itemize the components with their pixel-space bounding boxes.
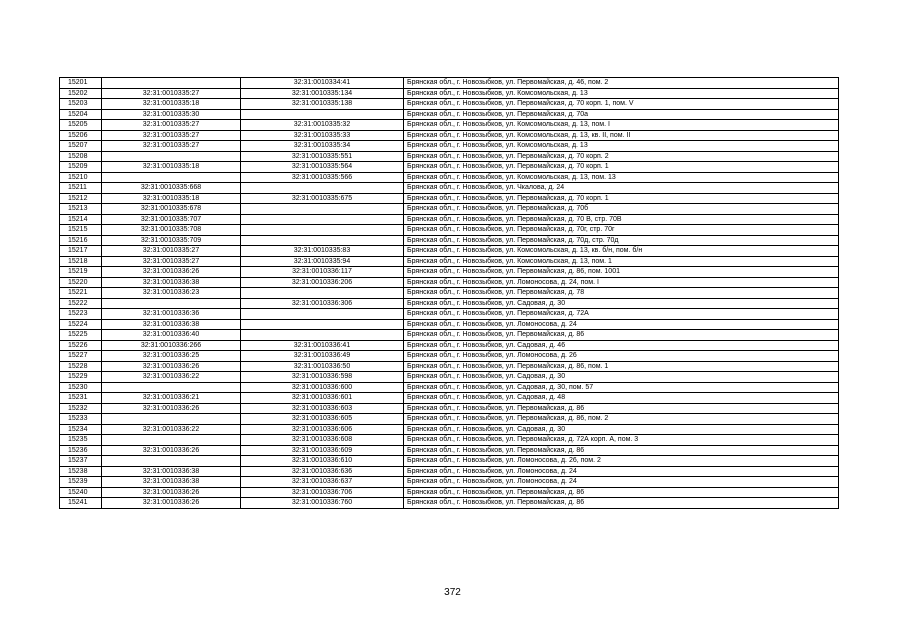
object-address: Брянская обл., г. Новозыбков, ул. Первомайская, д. 86, пом. 2 xyxy=(404,414,839,425)
object-cadastral-number: 32:31:0010335:34 xyxy=(241,141,404,152)
parcel-cadastral-number xyxy=(102,456,241,467)
object-cadastral-number: 32:31:0010336:49 xyxy=(241,351,404,362)
object-address: Брянская обл., г. Новозыбков, ул. Первомайская, д. 70 корп. 1, пом. V xyxy=(404,99,839,110)
parcel-cadastral-number xyxy=(102,382,241,393)
page-number: 372 xyxy=(444,587,461,598)
object-cadastral-number xyxy=(241,309,404,320)
row-number: 15235 xyxy=(60,435,102,446)
parcel-cadastral-number: 32:31:0010336:22 xyxy=(102,424,241,435)
object-address: Брянская обл., г. Новозыбков, ул. Садовая, д. 30, пом. 57 xyxy=(404,382,839,393)
object-address: Брянская обл., г. Новозыбков, ул. Ломоносова, д. 24 xyxy=(404,319,839,330)
object-cadastral-number: 32:31:0010336:603 xyxy=(241,403,404,414)
row-number: 15218 xyxy=(60,256,102,267)
table-row xyxy=(60,435,839,446)
object-address: Брянская обл., г. Новозыбков, ул. Первомайская, д. 70а xyxy=(404,109,839,120)
parcel-cadastral-number xyxy=(102,172,241,183)
object-cadastral-number: 32:31:0010335:566 xyxy=(241,172,404,183)
table-row xyxy=(60,403,839,414)
row-number: 15215 xyxy=(60,225,102,236)
row-number: 15212 xyxy=(60,193,102,204)
parcel-cadastral-number: 32:31:0010335:18 xyxy=(102,193,241,204)
object-cadastral-number: 32:31:0010336:600 xyxy=(241,382,404,393)
object-address: Брянская обл., г. Новозыбков, ул. Первомайская, д. 86 xyxy=(404,330,839,341)
table-row xyxy=(60,330,839,341)
row-number: 15201 xyxy=(60,78,102,89)
table-row xyxy=(60,309,839,320)
parcel-cadastral-number: 32:31:0010335:30 xyxy=(102,109,241,120)
table-row xyxy=(60,340,839,351)
object-cadastral-number: 32:31:0010336:610 xyxy=(241,456,404,467)
object-cadastral-number: 32:31:0010334:41 xyxy=(241,78,404,89)
object-cadastral-number: 32:31:0010336:636 xyxy=(241,466,404,477)
object-cadastral-number xyxy=(241,214,404,225)
object-address: Брянская обл., г. Новозыбков, ул. Первомайская, д. 72А корп. А, пом. 3 xyxy=(404,435,839,446)
row-number: 15220 xyxy=(60,277,102,288)
row-number: 15223 xyxy=(60,309,102,320)
table-row xyxy=(60,162,839,173)
object-address: Брянская обл., г. Новозыбков, ул. Садовая, д. 30 xyxy=(404,298,839,309)
object-address: Брянская обл., г. Новозыбков, ул. Первомайская, д. 70 В, стр. 70В xyxy=(404,214,839,225)
row-number: 15236 xyxy=(60,445,102,456)
object-cadastral-number: 32:31:0010336:41 xyxy=(241,340,404,351)
parcel-cadastral-number: 32:31:0010336:40 xyxy=(102,330,241,341)
row-number: 15239 xyxy=(60,477,102,488)
parcel-cadastral-number: 32:31:0010335:27 xyxy=(102,88,241,99)
row-number: 15214 xyxy=(60,214,102,225)
object-address: Брянская обл., г. Новозыбков, ул. Чкалова, д. 24 xyxy=(404,183,839,194)
object-address: Брянская обл., г. Новозыбков, ул. Первомайская, д. 86 xyxy=(404,403,839,414)
object-address: Брянская обл., г. Новозыбков, ул. Ломоносова, д. 26, пом. 2 xyxy=(404,456,839,467)
row-number: 15233 xyxy=(60,414,102,425)
table-row xyxy=(60,319,839,330)
table-row xyxy=(60,456,839,467)
parcel-cadastral-number: 32:31:0010336:36 xyxy=(102,309,241,320)
row-number: 15206 xyxy=(60,130,102,141)
row-number: 15229 xyxy=(60,372,102,383)
object-address: Брянская обл., г. Новозыбков, ул. Ломоносова, д. 26 xyxy=(404,351,839,362)
row-number: 15205 xyxy=(60,120,102,131)
row-number: 15241 xyxy=(60,498,102,509)
object-address: Брянская обл., г. Новозыбков, ул. Первомайская, д. 70б xyxy=(404,204,839,215)
table-row xyxy=(60,424,839,435)
object-address: Брянская обл., г. Новозыбков, ул. Садовая, д. 48 xyxy=(404,393,839,404)
object-cadastral-number: 32:31:0010336:206 xyxy=(241,277,404,288)
parcel-cadastral-number: 32:31:0010336:26 xyxy=(102,498,241,509)
object-address: Брянская обл., г. Новозыбков, ул. Ломоносова, д. 24 xyxy=(404,466,839,477)
object-address: Брянская обл., г. Новозыбков, ул. Комсомольская, д. 13, пом. 13 xyxy=(404,172,839,183)
parcel-cadastral-number: 32:31:0010336:23 xyxy=(102,288,241,299)
object-address: Брянская обл., г. Новозыбков, ул. Первомайская, д. 70д, стр. 70д xyxy=(404,235,839,246)
object-cadastral-number xyxy=(241,183,404,194)
row-number: 15225 xyxy=(60,330,102,341)
object-address: Брянская обл., г. Новозыбков, ул. Первомайская, д. 86, пом. 1 xyxy=(404,361,839,372)
object-cadastral-number xyxy=(241,204,404,215)
object-cadastral-number: 32:31:0010336:598 xyxy=(241,372,404,383)
table-row xyxy=(60,246,839,257)
table-row xyxy=(60,466,839,477)
object-cadastral-number: 32:31:0010335:83 xyxy=(241,246,404,257)
object-address: Брянская обл., г. Новозыбков, ул. Первомайская, д. 70г, стр. 70г xyxy=(404,225,839,236)
row-number: 15228 xyxy=(60,361,102,372)
row-number: 15204 xyxy=(60,109,102,120)
object-address: Брянская обл., г. Новозыбков, ул. Первомайская, д. 70 корп. 2 xyxy=(404,151,839,162)
parcel-cadastral-number: 32:31:0010335:18 xyxy=(102,162,241,173)
row-number: 15226 xyxy=(60,340,102,351)
parcel-cadastral-number: 32:31:0010336:22 xyxy=(102,372,241,383)
parcel-cadastral-number: 32:31:0010336:26 xyxy=(102,487,241,498)
object-cadastral-number: 32:31:0010336:117 xyxy=(241,267,404,278)
object-cadastral-number xyxy=(241,330,404,341)
table-row xyxy=(60,235,839,246)
object-cadastral-number: 32:31:0010336:606 xyxy=(241,424,404,435)
row-number: 15240 xyxy=(60,487,102,498)
parcel-cadastral-number: 32:31:0010335:668 xyxy=(102,183,241,194)
object-cadastral-number xyxy=(241,109,404,120)
object-cadastral-number: 32:31:0010336:706 xyxy=(241,487,404,498)
table-row xyxy=(60,193,839,204)
object-address: Брянская обл., г. Новозыбков, ул. Первомайская, д. 86, пом. 1001 xyxy=(404,267,839,278)
object-address: Брянская обл., г. Новозыбков, ул. Первомайская, д. 86 xyxy=(404,487,839,498)
row-number: 15224 xyxy=(60,319,102,330)
row-number: 15238 xyxy=(60,466,102,477)
parcel-cadastral-number: 32:31:0010335:27 xyxy=(102,141,241,152)
object-cadastral-number: 32:31:0010335:32 xyxy=(241,120,404,131)
row-number: 15213 xyxy=(60,204,102,215)
object-cadastral-number: 32:31:0010335:551 xyxy=(241,151,404,162)
parcel-cadastral-number: 32:31:0010335:707 xyxy=(102,214,241,225)
parcel-cadastral-number: 32:31:0010336:266 xyxy=(102,340,241,351)
object-address: Брянская обл., г. Новозыбков, ул. Садовая, д. 30 xyxy=(404,424,839,435)
row-number: 15209 xyxy=(60,162,102,173)
parcel-cadastral-number xyxy=(102,414,241,425)
table-row xyxy=(60,151,839,162)
row-number: 15232 xyxy=(60,403,102,414)
parcel-cadastral-number: 32:31:0010336:38 xyxy=(102,277,241,288)
parcel-cadastral-number xyxy=(102,435,241,446)
parcel-cadastral-number: 32:31:0010335:678 xyxy=(102,204,241,215)
table-row xyxy=(60,109,839,120)
parcel-cadastral-number: 32:31:0010336:21 xyxy=(102,393,241,404)
object-cadastral-number: 32:31:0010335:33 xyxy=(241,130,404,141)
row-number: 15211 xyxy=(60,183,102,194)
object-cadastral-number: 32:31:0010336:760 xyxy=(241,498,404,509)
row-number: 15237 xyxy=(60,456,102,467)
object-cadastral-number: 32:31:0010335:675 xyxy=(241,193,404,204)
object-address: Брянская обл., г. Новозыбков, ул. Первомайская, д. 78 xyxy=(404,288,839,299)
object-address: Брянская обл., г. Новозыбков, ул. Садовая, д. 30 xyxy=(404,372,839,383)
row-number: 15217 xyxy=(60,246,102,257)
parcel-cadastral-number: 32:31:0010336:38 xyxy=(102,477,241,488)
parcel-cadastral-number: 32:31:0010335:27 xyxy=(102,246,241,257)
object-address: Брянская обл., г. Новозыбков, ул. Первомайская, д. 72А xyxy=(404,309,839,320)
object-cadastral-number: 32:31:0010336:306 xyxy=(241,298,404,309)
row-number: 15234 xyxy=(60,424,102,435)
object-cadastral-number: 32:31:0010335:134 xyxy=(241,88,404,99)
row-number: 15222 xyxy=(60,298,102,309)
object-address: Брянская обл., г. Новозыбков, ул. Ломоносова, д. 24, пом. I xyxy=(404,277,839,288)
row-number: 15227 xyxy=(60,351,102,362)
table-row xyxy=(60,214,839,225)
table-row xyxy=(60,99,839,110)
object-address: Брянская обл., г. Новозыбков, ул. Первомайская, д. 86 xyxy=(404,498,839,509)
registry-table-body xyxy=(60,78,839,509)
row-number: 15221 xyxy=(60,288,102,299)
table-row xyxy=(60,351,839,362)
parcel-cadastral-number: 32:31:0010336:26 xyxy=(102,445,241,456)
parcel-cadastral-number: 32:31:0010336:26 xyxy=(102,267,241,278)
table-row xyxy=(60,393,839,404)
object-cadastral-number: 32:31:0010335:94 xyxy=(241,256,404,267)
object-address: Брянская обл., г. Новозыбков, ул. Комсомольская, д. 13, кв. II, пом. II xyxy=(404,130,839,141)
row-number: 15231 xyxy=(60,393,102,404)
object-address: Брянская обл., г. Новозыбков, ул. Комсомольская, д. 13 xyxy=(404,88,839,99)
row-number: 15210 xyxy=(60,172,102,183)
parcel-cadastral-number xyxy=(102,298,241,309)
table-row xyxy=(60,141,839,152)
object-cadastral-number xyxy=(241,288,404,299)
object-cadastral-number: 32:31:0010336:608 xyxy=(241,435,404,446)
table-row xyxy=(60,361,839,372)
object-address: Брянская обл., г. Новозыбков, ул. Первомайская, д. 70 корп. 1 xyxy=(404,193,839,204)
table-row xyxy=(60,225,839,236)
parcel-cadastral-number: 32:31:0010336:26 xyxy=(102,361,241,372)
object-cadastral-number xyxy=(241,225,404,236)
cadastral-registry-table xyxy=(59,77,839,509)
table-row xyxy=(60,130,839,141)
parcel-cadastral-number xyxy=(102,151,241,162)
table-row xyxy=(60,172,839,183)
object-address: Брянская обл., г. Новозыбков, ул. Первомайская, д. 86 xyxy=(404,445,839,456)
parcel-cadastral-number: 32:31:0010335:709 xyxy=(102,235,241,246)
object-cadastral-number: 32:31:0010335:138 xyxy=(241,99,404,110)
parcel-cadastral-number: 32:31:0010335:27 xyxy=(102,120,241,131)
table-row xyxy=(60,445,839,456)
object-cadastral-number: 32:31:0010336:50 xyxy=(241,361,404,372)
parcel-cadastral-number: 32:31:0010335:27 xyxy=(102,256,241,267)
object-address: Брянская обл., г. Новозыбков, ул. Комсомольская, д. 13 xyxy=(404,141,839,152)
object-cadastral-number xyxy=(241,319,404,330)
parcel-cadastral-number: 32:31:0010336:38 xyxy=(102,319,241,330)
object-address: Брянская обл., г. Новозыбков, ул. Ломоносова, д. 24 xyxy=(404,477,839,488)
row-number: 15219 xyxy=(60,267,102,278)
table-row xyxy=(60,277,839,288)
parcel-cadastral-number: 32:31:0010335:27 xyxy=(102,130,241,141)
object-cadastral-number: 32:31:0010335:564 xyxy=(241,162,404,173)
table-row xyxy=(60,183,839,194)
row-number: 15202 xyxy=(60,88,102,99)
object-cadastral-number: 32:31:0010336:609 xyxy=(241,445,404,456)
parcel-cadastral-number: 32:31:0010336:38 xyxy=(102,466,241,477)
table-row xyxy=(60,498,839,509)
object-cadastral-number: 32:31:0010336:637 xyxy=(241,477,404,488)
parcel-cadastral-number: 32:31:0010335:18 xyxy=(102,99,241,110)
row-number: 15207 xyxy=(60,141,102,152)
table-row xyxy=(60,477,839,488)
object-cadastral-number: 32:31:0010336:601 xyxy=(241,393,404,404)
row-number: 15230 xyxy=(60,382,102,393)
table-row xyxy=(60,382,839,393)
table-row xyxy=(60,256,839,267)
object-cadastral-number: 32:31:0010336:605 xyxy=(241,414,404,425)
object-address: Брянская обл., г. Новозыбков, ул. Комсомольская, д. 13, кв. б/н, пом. б/н xyxy=(404,246,839,257)
object-address: Брянская обл., г. Новозыбков, ул. Первомайская, д. 46, пом. 2 xyxy=(404,78,839,89)
table-row xyxy=(60,120,839,131)
parcel-cadastral-number: 32:31:0010335:708 xyxy=(102,225,241,236)
table-row xyxy=(60,288,839,299)
object-address: Брянская обл., г. Новозыбков, ул. Комсомольская, д. 13, пом. 1 xyxy=(404,256,839,267)
row-number: 15216 xyxy=(60,235,102,246)
parcel-cadastral-number: 32:31:0010336:26 xyxy=(102,403,241,414)
table-row xyxy=(60,298,839,309)
table-row xyxy=(60,487,839,498)
row-number: 15203 xyxy=(60,99,102,110)
object-address: Брянская обл., г. Новозыбков, ул. Садовая, д. 46 xyxy=(404,340,839,351)
table-row xyxy=(60,267,839,278)
object-address: Брянская обл., г. Новозыбков, ул. Первомайская, д. 70 корп. 1 xyxy=(404,162,839,173)
parcel-cadastral-number: 32:31:0010336:25 xyxy=(102,351,241,362)
object-address: Брянская обл., г. Новозыбков, ул. Комсомольская, д. 13, пом. I xyxy=(404,120,839,131)
row-number: 15208 xyxy=(60,151,102,162)
table-row xyxy=(60,414,839,425)
object-cadastral-number xyxy=(241,235,404,246)
parcel-cadastral-number xyxy=(102,78,241,89)
table-row xyxy=(60,204,839,215)
table-row xyxy=(60,78,839,89)
table-row xyxy=(60,372,839,383)
table-row xyxy=(60,88,839,99)
